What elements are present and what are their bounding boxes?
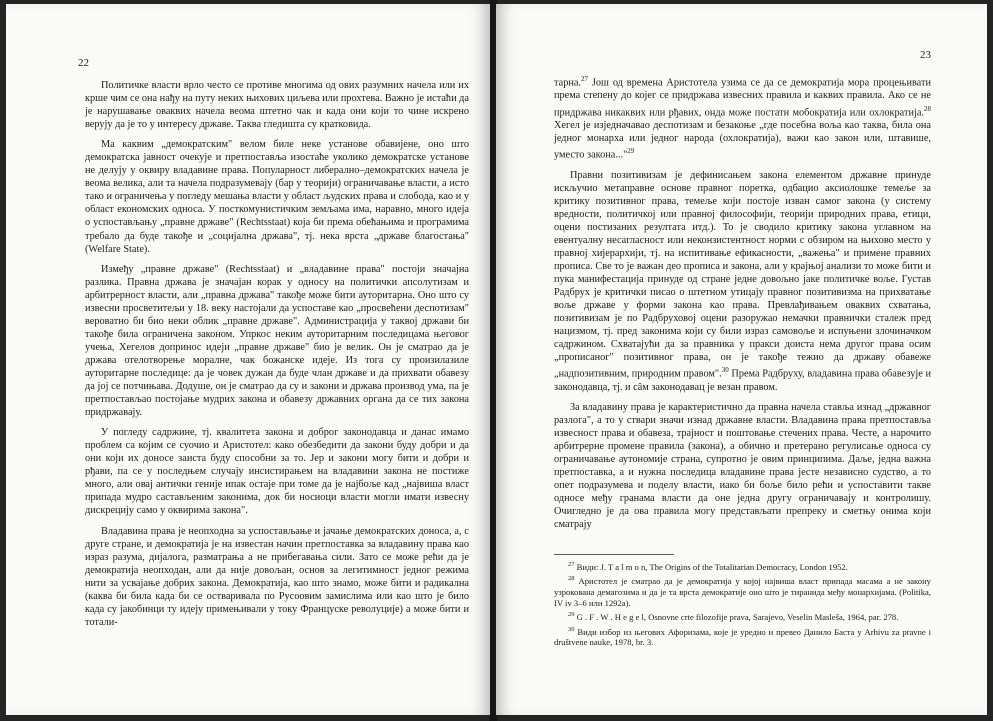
footnote: [554, 560, 931, 572]
paragraph: За владавину права је карактеристично да правна начела ставља изнад „државног разлога", а то у ствари значи изнад државне власти. Владавина права претпоставља извесност права и обавеза, трајност и поштовање стечених права. Честе, а нарочито арбитрерне промене правила (закона), а обично и претерано регулисање односа су ограничавање аутономије страна, супротно је овим принципима. Даље, једна важна претпоставка, а и нужна последица владавине права јесте независно судство, а то опет подразумева и поделу власти, иако би боље било рећи и успоставити такве односе међу гранама власти да оне једна другу ограничавају и контролишу. Очигледно је да ова правила могу представљати препреку и сметњу онима који сматрају: [554, 401, 931, 531]
footnote-number: 28: [568, 575, 575, 583]
page-number-right: 23: [920, 49, 931, 61]
footnote-ref: 28: [924, 104, 931, 113]
footnote-separator: [554, 554, 674, 555]
footnote-text: G . F . W . H e g e l, Osnovne crte filozofije prava, Sarajevo, Veselin Masleša, 1964, par. 278.: [576, 611, 899, 622]
paragraph-text: Правни позитивизам је дефинисањем закона елементом државне принуде искључио метаправне основе правног поретка, одбацио аксиолошке темеље за критику позитивног права, темеље који постоје изван самог закона (у систему вредности, политичкој или правној философији, теорији природних права, етици, оцени постизаних резултата итд.). То је сводило критику закона углавном на евентуалну несагласност или неконзистентност норми с обзиром на њихово место у правној хијерархији, тј. на испитивање ефикасности, „важења" и примене правних прописа. Све то је важан део прописа и закона, али у крајњој анализи то може бити и пука манифестација принуде од стране једне довољно јаке политичке воље. Густав Радбрух је критички писао о штетном утицају правног позитивизма на прихватање воље државе у форми закона као права. Превлађивањем оваквих схватања, позитивизам је по Радбруховој оцени разоружао немачки правнички сталеж пред нацизмом, тј. пред законима који су били израз самовоље и испуњени злочиначком садржином. Схватајући да за правника у пракси доиста нема другог права осим „прописаног" позитивног права, он је такође тежио да државу обавеже „надпозитивним, природним правом".: [554, 169, 931, 380]
page-number-left: 22: [78, 57, 89, 69]
paragraph-text: Хегел је изједначавао деспотизам и безакоње „где посебна воља као таква, била она једног монарха или једног народа (охлократија), важи као закон или, штавише, уместо закона...": [554, 119, 931, 161]
footnote: [554, 610, 931, 622]
paragraph-text: тарна.: [554, 77, 581, 89]
footnote-ref: 30: [721, 366, 729, 375]
paragraph: Владавина права је неопходна за успостављање и јачање демократских доноса, а, с друге стране, и демократија је на известан начин претпоставка за владавину права као израз разума, дијалога, разматрања а не прибегавања сили. Зато се може рећи да је демократија неопходан, али да није довољан, основ за легитимност једног режима нити за усвајање добрих закона. Демократија, као што знамо, може бити и радикална (каква би била када би се остваривала по Русоовим замислима или као што је било када су јакобинци ту идеју примењивали у току Француске револуције) а може бити и тотали-: [85, 525, 469, 628]
paragraph: Политичке власти врло често се противе многима од ових разумних начела или их крше чим се она нађу на путу неких њихових циљева или прохтева. Важно је истаћи да је нарушавање оваквих начела веома штетно чак и када они који то чине искрено верују да је то у интересу државе. Таква гледишта су кратковида.: [85, 80, 469, 131]
footnote-number: 27: [568, 561, 575, 568]
right-page-body: [554, 73, 931, 538]
paragraph: У погледу садржине, тј. квалитета закона и доброг законодавца и данас имамо проблем са којим се суочио и Аристотел: како обезбедити да закони буду добри и да они који их доносе заиста буду способни за то. Јер и закони могу бити и добри и рђави, па се у последњем случају инсистирањем на владавини закона не постиже много, али овај антички геније ипак остаје при томе да је најбоље кад „највиша власт припада мудро састављеним законима, док би носиоци власти могли имати извесну дискрецију само у оквирима закона".: [85, 427, 469, 517]
footnote-text: Види: J. T a l m o n, The Origins of the Totalitarian Democracy, London 1952.: [576, 561, 848, 572]
paragraph: Ма каквим „демократским" велом биле неке установе обавијене, оно што демократска јавност очекује и претпоставља изостаће уколико демократске установе не делују у оквиру владавине права. Популарност либерално–демократских начела је веома велика, али та начела подразумевају (бар у теорији) ограничавање власти, а исто тако и ограничења у погледу мешања власти у област људских права и слобода, као и у област економских односа. У посткомунистичким земљама има, наравно, много идеја о успостављању „правне државе" (Rechtsstaat) која би према обећањима и програмима требало да буде такође и „социјална држава", тј. нека врста „државе благостања" (Welfare State).: [85, 139, 469, 255]
paragraph-text: Још од времена Аристотела узима се да се демократија мора процењивати према степену до којег се придржава извесних правила и каквих правила. Ако се не придржава никаквих или рђавих, онда може постати мобократија или охлократија.: [554, 77, 931, 118]
footnote-number: 30: [568, 625, 575, 633]
footnote-number: 29: [568, 611, 575, 619]
paragraph: [554, 73, 931, 162]
footnote-text: Аристотел је сматрао да је демократија у којој највиша власт припада масама а не закону узрокована демагозима и да је та врста демократије оно што је тиранида међу монархијама. (Politika, IV iv 3–6 или 1292a).: [554, 576, 931, 608]
footnote-ref: 29: [627, 147, 635, 156]
footnote: [554, 625, 931, 648]
footnote-text: Види избор из његових Афоризама, које је уредио и превео Данило Баста у Arhivu za pravne i društvene nauke, 1978, br. 3.: [554, 626, 931, 647]
right-page: [496, 4, 987, 715]
footnotes: [554, 560, 931, 650]
paragraph-text: Према Радбруху, владавина права обавезује и законодавца, тј. и сâм законодавац је везан правом.: [554, 368, 931, 393]
footnote-ref: 27: [581, 75, 588, 83]
paragraph: [554, 169, 931, 394]
paragraph: Између „правне државе" (Rechtsstaat) и „владавине права" постоји значајна разлика. Правна држава је значајан корак у односу на политички апсолутизам и арбитрерност власти, али „правна држава" такође може бити ауторитарна. Оно што су извесни просветитељи у 18. веку настојали да успоставе као „просвећени деспотизам" вероватно би био неки облик „правне државе". Администрација у таквој држави би такође била ограничена законом. Упркос неким ауторитарним последицама његовог учења, Хегелов допринос идеји „правне државе" био је велик. Он је сматрао да је држава отелотворење моралне, чак божанске идеје. Из тога су произилазиле ауторитарне последице: да је човек дужан да буде члан државе и да прихвати обавезу да јој се потчињава. Додуше, он је сматрао да су и закони и држава производ ума, па је претпостављао постојање мудрих закона и обавезу државних органа да се тих закона придржавају.: [85, 263, 469, 419]
left-page: [6, 4, 490, 715]
left-page-body: [85, 79, 469, 636]
footnote: [554, 574, 931, 608]
